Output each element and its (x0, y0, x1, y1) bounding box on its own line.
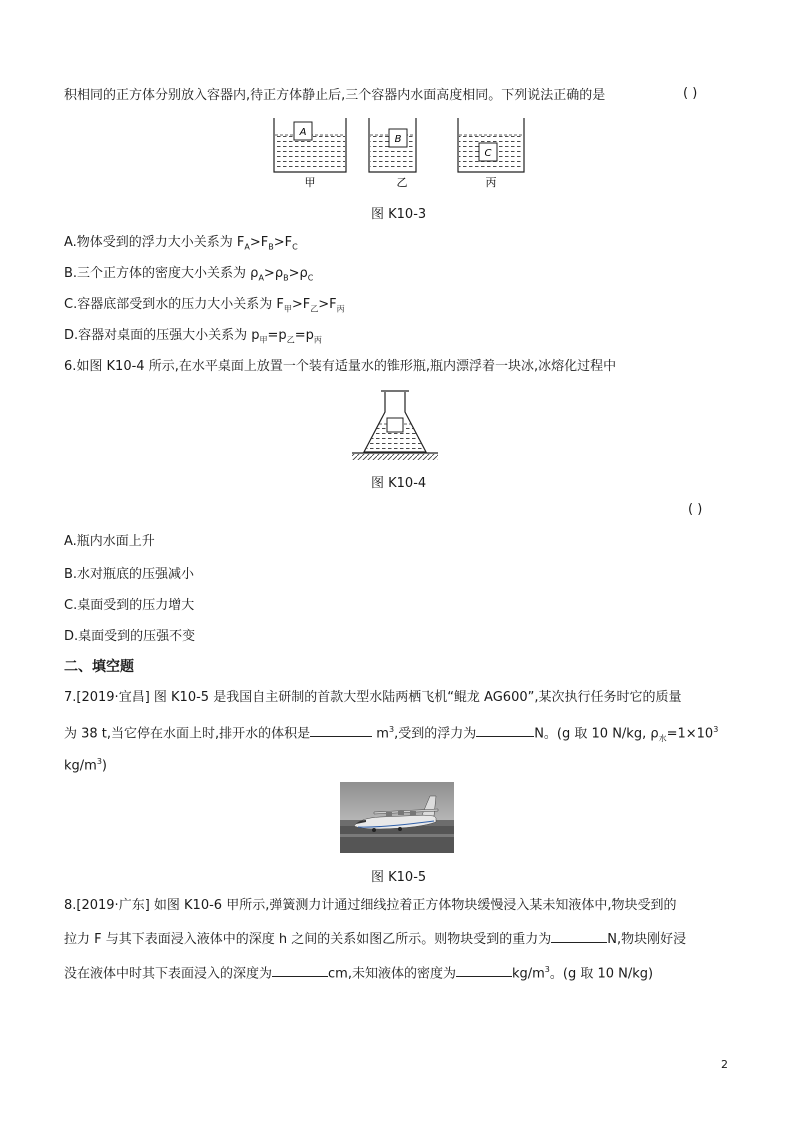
q8-text: kg/m (511, 966, 545, 982)
sub: 乙 (286, 335, 295, 345)
q8-text: 没在液体中时其下表面浸入的深度为 (64, 966, 273, 982)
q7-text: =1×10 (666, 726, 714, 742)
q8-text: cm,未知液体的密度为 (328, 966, 456, 982)
figure-k10-4-flask (352, 386, 438, 462)
q8-blank-depth[interactable] (272, 962, 328, 977)
q8-line1: 8.[2019·广东] 如图 K10-6 甲所示,弹簧测力计通过细线拉着正方体物块缓慢浸入某未知液体中,物块受到的 (64, 898, 677, 913)
op: >F (249, 235, 269, 250)
sup: 3 (713, 725, 719, 734)
op: >ρ (288, 266, 308, 281)
q8-text: N,物块刚好浸 (607, 932, 687, 947)
q7-text: N。(g 取 10 N/kg, ρ (534, 726, 659, 742)
q6-option-a: A.瓶内水面上升 (64, 534, 155, 549)
sub: B (268, 242, 274, 252)
q5-stem (64, 86, 605, 106)
op: >ρ (263, 266, 284, 281)
figure-k10-3-caption: 图 K10-3 (371, 207, 427, 222)
sub: A (258, 273, 264, 283)
q5-option-d-text: D.容器对桌面的压强大小关系为 p (64, 328, 260, 343)
sub: 甲 (259, 335, 268, 345)
sub: 丙 (313, 335, 322, 345)
q7-line1: 7.[2019·宜昌] 图 K10-5 是我国自主研制的首款大型水陆两栖飞机“鲲龙 AG600”,某次执行任务时它的质量 (64, 690, 682, 705)
sub: A (244, 242, 250, 252)
sub: 乙 (310, 304, 319, 314)
sup: 3 (388, 725, 395, 734)
q7-text: ) (101, 758, 107, 774)
q5-answer-paren: ( ) (683, 86, 698, 101)
q5-option-b-text: B.三个正方体的密度大小关系为 ρ (64, 266, 259, 281)
op: >F (291, 297, 311, 312)
q7-text: ,受到的浮力为 (394, 726, 477, 742)
figure-k10-3 (265, 114, 535, 190)
q7-text: 为 38 t,当它停在水面上时,排开水的体积是 (64, 726, 311, 742)
figure-k10-4-caption: 图 K10-4 (371, 476, 427, 491)
figure-k10-5-caption: 图 K10-5 (371, 870, 427, 885)
q7-text: kg/m (64, 758, 97, 774)
sup: 3 (544, 965, 550, 974)
q7-text: m (372, 726, 389, 742)
container-bing (458, 118, 524, 189)
q7-line2 (64, 720, 718, 749)
q5-stem-text: 积相同的正方体分别放入容器内,待正方体静止后,三个容器内水面高度相同。下列说法正确的是 (64, 88, 606, 103)
page-number: 2 (721, 1058, 728, 1071)
q8-line2 (64, 928, 686, 950)
q5-option-b (64, 264, 313, 289)
q5-option-a (64, 233, 298, 258)
block-b-label: B (394, 134, 402, 145)
sub: C (292, 242, 298, 252)
q6-option-c: C.桌面受到的压力增大 (64, 598, 195, 613)
figure-k10-5-photo (340, 782, 454, 853)
q8-line3 (64, 960, 653, 984)
op: =p (294, 328, 314, 343)
label-bing: 丙 (485, 176, 497, 189)
sub: 甲 (283, 304, 292, 314)
sup: 3 (96, 757, 102, 766)
q8-blank-gravity[interactable] (551, 928, 607, 943)
container-jia (274, 118, 346, 189)
q6-option-d: D.桌面受到的压强不变 (64, 629, 196, 644)
q8-text: 。(g 取 10 N/kg) (549, 966, 654, 982)
op: >F (273, 235, 293, 250)
sub: 丙 (336, 304, 345, 314)
q5-option-c (64, 295, 345, 320)
q5-option-d (64, 326, 322, 351)
label-yi: 乙 (396, 176, 408, 189)
container-yi (369, 118, 416, 189)
block-a-label: A (299, 127, 307, 138)
q7-line3 (64, 752, 107, 776)
op: >F (318, 297, 337, 312)
block-c-label: C (484, 148, 492, 159)
q6-option-b: B.水对瓶底的压强减小 (64, 567, 195, 582)
ice-block (387, 418, 403, 432)
q8-text: 拉力 F 与其下表面浸入液体中的深度 h 之间的关系如图乙所示。则物块受到的重力为 (64, 932, 552, 947)
label-jia: 甲 (304, 176, 316, 189)
q7-blank-buoyancy[interactable] (476, 722, 534, 737)
sub: C (307, 273, 314, 283)
op: =p (267, 328, 287, 343)
q5-option-c-text: C.容器底部受到水的压力大小关系为 F (64, 297, 284, 312)
section-fill-in-heading: 二、填空题 (64, 659, 134, 675)
q6-answer-paren: ( ) (688, 502, 703, 517)
q5-option-a-text: A.物体受到的浮力大小关系为 F (64, 235, 245, 250)
q7-blank-volume[interactable] (310, 722, 372, 737)
q6-stem: 6.如图 K10-4 所示,在水平桌面上放置一个装有适量水的锥形瓶,瓶内漂浮着一块冰,冰熔化过程中 (64, 359, 617, 374)
sub: 水 (658, 733, 667, 743)
sub: B (283, 273, 289, 283)
q8-blank-density[interactable] (456, 962, 512, 977)
aircraft-image (340, 782, 454, 853)
